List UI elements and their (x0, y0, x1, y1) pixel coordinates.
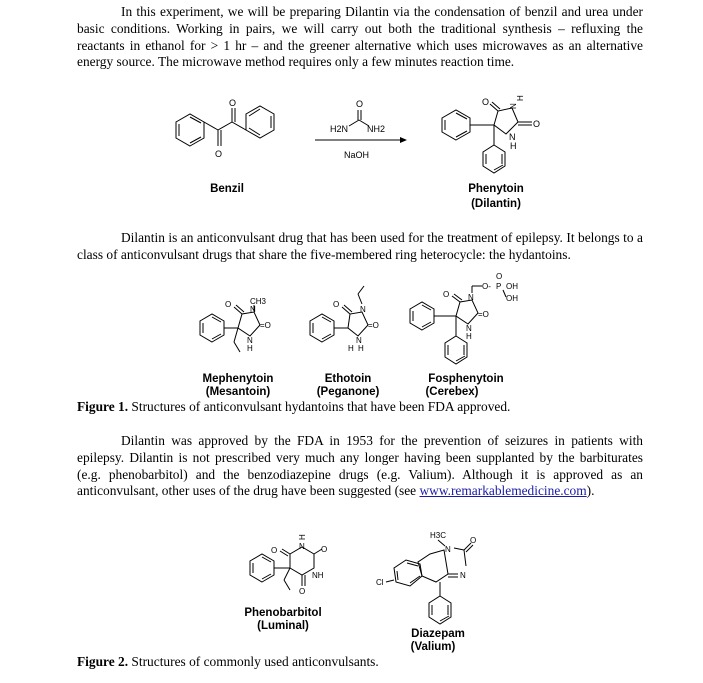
figure1-structures (190, 272, 550, 372)
figure2-caption-label: Figure 2. (77, 654, 129, 669)
mephenytoin-oxygen-right: =O (260, 321, 271, 330)
phenobarbitol-structure (250, 534, 327, 596)
remarkablemedicine-link[interactable]: www.remarkablemedicine.com (419, 483, 587, 499)
ethotoin-h-left: H (348, 344, 354, 353)
phenytoin-h-bottom: H (510, 141, 517, 151)
diazepam-h3c: H3C (430, 531, 447, 540)
ethotoin-h-right: H (358, 344, 364, 353)
mephenytoin-n-top: N (250, 305, 256, 314)
diazepam-imine-n: N (460, 571, 466, 580)
dilantin-label: (Dilantin) (471, 198, 521, 210)
fosphenytoin-n-bottom: N (466, 324, 472, 333)
peganone-label: (Peganone) (316, 386, 380, 398)
urea-nh2-left: H2N (330, 124, 349, 134)
phenobarbitol-oxygen-right: O (321, 545, 328, 554)
mephenytoin-oxygen-top: O (225, 300, 232, 309)
phenytoin-n-bottom: N (509, 132, 516, 142)
fosphenytoin-o-link: O- (482, 282, 491, 291)
diazepam-label: Diazepam (411, 628, 465, 640)
mephenytoin-h-bottom: H (247, 344, 253, 353)
ethotoin-label: Ethotoin (324, 373, 372, 385)
fosphenytoin-p-oxygen: O (496, 272, 503, 281)
phenobarbitol-oxygen-left: O (271, 546, 278, 555)
fosphenytoin-h-bottom: H (466, 332, 472, 341)
cerebex-label: (Cerebex) (425, 386, 479, 398)
figure1-caption-text: Structures of anticonvulsant hydantoins that have been FDA approved. (128, 399, 511, 414)
ethotoin-n-bottom: N (356, 336, 362, 345)
luminal-label: (Luminal) (257, 620, 309, 632)
phenobarbitol-n-top: N (299, 542, 305, 551)
valium-label: (Valium) (410, 641, 456, 653)
phenytoin-oxygen-right: O (533, 119, 541, 129)
reaction-condition: NaOH (344, 150, 370, 160)
diazepam-oxygen: O (470, 536, 477, 545)
ethotoin-structure (310, 286, 379, 353)
mephenytoin-label: Mephenytoin (202, 373, 274, 385)
ethotoin-n-top: N (360, 305, 366, 314)
approval-paragraph (77, 433, 643, 500)
diazepam-structure (376, 531, 476, 624)
fosphenytoin-p: P (496, 282, 502, 291)
phenobarbitol-oxygen-bottom: O (299, 587, 306, 596)
fosphenytoin-oh2: OH (506, 294, 518, 303)
urea-nh2-right: NH2 (367, 124, 386, 134)
mephenytoin-structure (200, 297, 271, 353)
ethotoin-oxygen-top: O (333, 300, 340, 309)
benzil-label: Benzil (210, 183, 244, 195)
fosphenytoin-oxygen-right: =O (478, 310, 489, 319)
diazepam-cl: Cl (376, 578, 384, 587)
fosphenytoin-oh1: OH (506, 282, 518, 291)
benzil-oxygen-upper: O (229, 98, 237, 108)
phenobarbitol-nh: NH (312, 571, 324, 580)
ethotoin-oxygen-right: =O (368, 321, 379, 330)
approval-paragraph-tail: ). (586, 483, 595, 499)
benzil-structure (176, 98, 274, 159)
intro-paragraph: In this experiment, we will be preparing Dilantin via the condensation of benzil and urea under basic conditions. Working in pairs, we will carry out both the traditional synthesis – refluxing the reactants in ethanol for > 1 hr – and the greener alternative which uses microwaves as an alternative energy source. The microwave method requires only a few minutes reaction time. (77, 4, 643, 70)
urea-oxygen: O (356, 99, 364, 109)
approval-paragraph-text: Dilantin was approved by the FDA in 1953 for the prevention of seizures in patients with epilepsy. Dilantin is not prescribed very much any longer having been supplanted by the barbiturates (e.g. phenobarbitol) and the benzodiazepine drugs (e.g. Valium). Although it is approved as an anticonvulsant, other uses of the drug have been suggested (see (77, 433, 643, 499)
fosphenytoin-oxygen-left: O (443, 290, 450, 299)
phenytoin-structure (441, 95, 540, 173)
fosphenytoin-structure (410, 272, 518, 364)
urea-structure (330, 99, 385, 134)
hydantoin-paragraph: Dilantin is an anticonvulsant drug that has been used for the treatment of epilepsy. It belongs to a class of anticonvulsant drugs that share the five-membered ring heterocycle: the hydantoins. (77, 230, 643, 262)
phenobarbitol-label: Phenobarbitol (244, 607, 322, 619)
benzil-oxygen-lower: O (215, 149, 223, 159)
figure2-caption-text: Structures of commonly used anticonvulsants. (128, 654, 379, 669)
figure1-caption (77, 399, 510, 415)
mephenytoin-n-bottom: N (247, 336, 253, 345)
phenytoin-label: Phenytoin (468, 183, 524, 195)
figure1-caption-label: Figure 1. (77, 399, 129, 414)
figure2-caption (77, 654, 379, 670)
phenytoin-n-top: N (509, 103, 518, 109)
phenytoin-oxygen-top: O (482, 97, 490, 107)
phenytoin-h-top: H (516, 95, 525, 101)
mesantoin-label: (Mesantoin) (205, 386, 271, 398)
fosphenytoin-label: Fosphenytoin (428, 373, 504, 385)
mephenytoin-ch3: CH3 (250, 297, 267, 306)
fosphenytoin-n-top: N (468, 293, 474, 302)
phenobarbitol-h-top: H (298, 534, 307, 540)
diazepam-n-top: N (445, 545, 451, 554)
